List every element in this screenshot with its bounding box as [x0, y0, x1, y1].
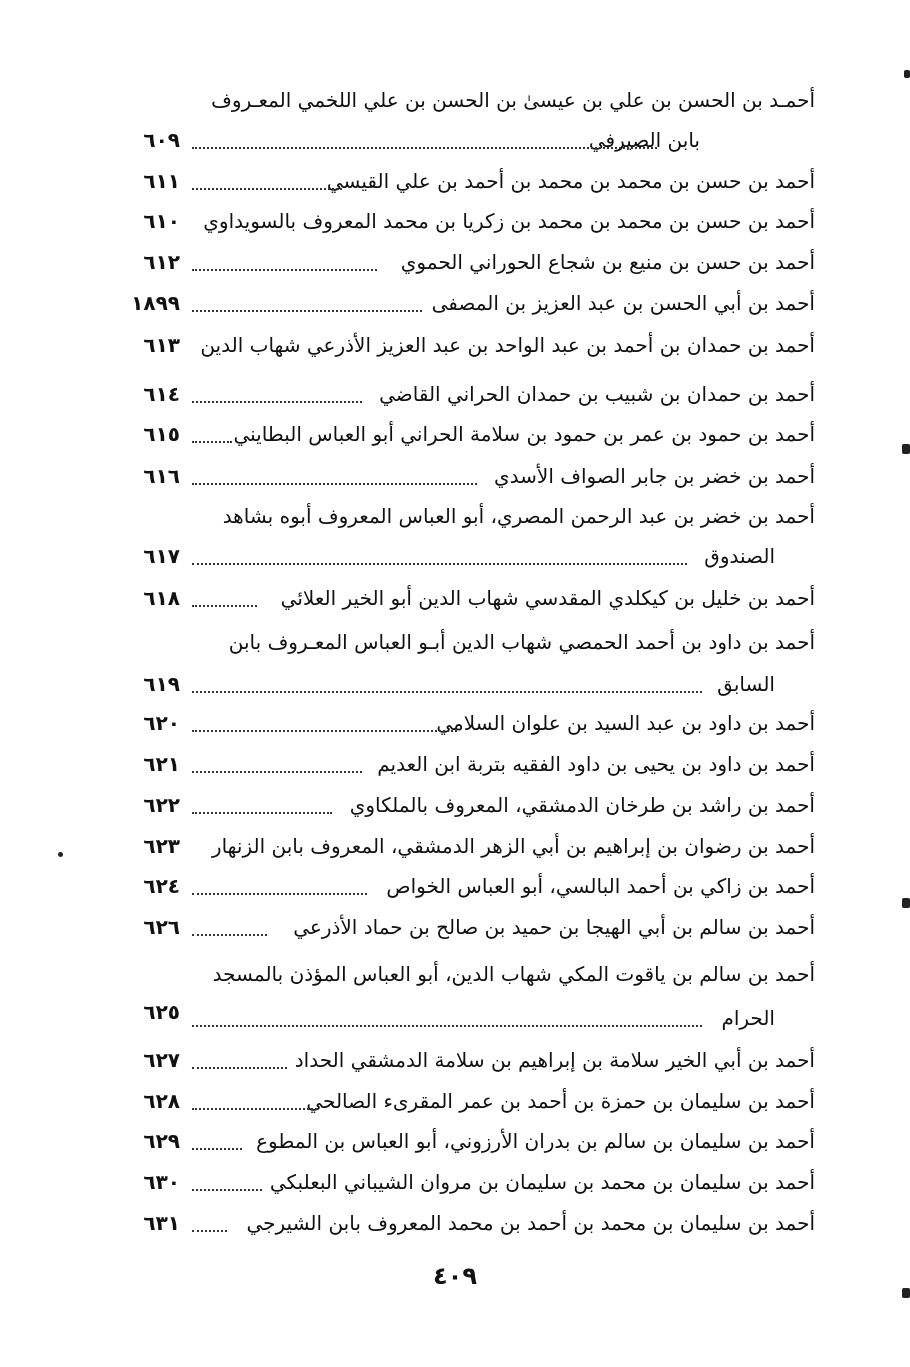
print-mark: [902, 898, 910, 908]
entry-number: ٦٢٩: [143, 1129, 180, 1153]
index-entry: [0, 80, 910, 162]
entry-number: ٦٢٦: [143, 915, 180, 939]
print-mark: [58, 852, 63, 857]
entry-name-continuation: الصندوق: [704, 544, 775, 568]
entry-name: أحمد بن راشد بن طرخان الدمشقي، المعروف بالملكاوي: [349, 793, 815, 817]
entry-name: أحمد بن سالم بن ياقوت المكي شهاب الدين، أبو العباس المؤذن بالمسجد: [212, 962, 815, 986]
dot-leader: [192, 1148, 242, 1150]
entry-number: ٦٢٥: [143, 1000, 180, 1024]
entry-number: ٦٣١: [143, 1211, 180, 1235]
entry-number: ٦٢٨: [143, 1089, 180, 1113]
index-entry: [0, 1121, 910, 1161]
dot-leader: [192, 401, 362, 403]
index-entry: [0, 283, 910, 323]
entry-name-continuation: بابن الصيرفي: [588, 128, 700, 152]
print-mark: [902, 444, 910, 454]
entry-name: أحمد بن حمود بن عمر بن حمود بن سلامة الحراني أبو العباس البطايني: [233, 422, 815, 446]
dot-leader: [192, 605, 257, 607]
dot-leader: [192, 1189, 262, 1191]
dot-leader: [192, 269, 377, 271]
entry-name: أحمد بن حمدان بن شبيب بن حمدان الحراني القاضي: [379, 382, 815, 406]
entry-number: ٦٠٩: [143, 128, 180, 152]
index-entry: [0, 414, 910, 454]
index-entry: [0, 907, 910, 947]
dot-leader: [192, 1025, 702, 1027]
entry-name: أحمد بن سليمان بن حمزة بن أحمد بن عمر المقرىء الصالحي: [306, 1089, 815, 1113]
entry-number: ٦٢٣: [143, 834, 180, 858]
dot-leader: [192, 771, 362, 773]
entry-number: ٦٢١: [143, 752, 180, 776]
entry-name: أحمد بن خضر بن جابر الصواف الأسدي: [494, 464, 815, 488]
index-entry: [0, 496, 910, 578]
index-entry: [0, 374, 910, 414]
index-entry: [0, 1162, 910, 1202]
index-entry: [0, 703, 910, 743]
dot-leader: [192, 147, 657, 149]
dot-leader: [192, 934, 267, 936]
entry-name: أحمد بن خضر بن عبد الرحمن المصري، أبو العباس المعروف أبوه بشاهد: [222, 504, 815, 528]
dot-leader: [192, 691, 702, 693]
dot-leader: [192, 1108, 317, 1110]
index-entry: [0, 744, 910, 784]
entry-name: أحمد بن داود بن عبد السيد بن علوان السلامي: [436, 711, 815, 735]
entry-name: أحمد بن سليمان بن محمد بن سليمان بن مروان الشيباني البعلبكي: [269, 1170, 815, 1194]
index-entry: [0, 161, 910, 201]
entry-number: ٦١٣: [143, 333, 180, 357]
entry-number: ٦١٤: [143, 382, 180, 406]
entry-name: أحمد بن حسن بن محمد بن محمد بن زكريا بن محمد المعروف بالسويداوي: [203, 209, 815, 233]
dot-leader: [192, 812, 332, 814]
dot-leader: [192, 730, 457, 732]
index-entry: [0, 785, 910, 825]
entry-name: أحمد بن أبي الخير سلامة بن إبراهيم بن سلامة الدمشقي الحداد: [294, 1048, 815, 1072]
entry-name: أحمد بن داود بن أحمد الحمصي شهاب الدين أبـو العباس المعـروف بابن: [228, 630, 815, 654]
index-entry: [0, 578, 910, 618]
entry-name: أحمد بن سالم بن أبي الهيجا بن حميد بن صالح بن حماد الأذرعي: [293, 915, 815, 939]
entry-name-continuation: الحرام: [721, 1006, 775, 1030]
dot-leader: [192, 893, 367, 895]
index-entry: [0, 201, 910, 241]
entry-number: ٦١١: [143, 169, 180, 193]
entry-name-continuation: السابق: [717, 672, 775, 696]
entry-number: ١٨٩٩: [131, 291, 180, 315]
dot-leader: [192, 1067, 287, 1069]
dot-leader: [192, 563, 687, 565]
entry-number: ٦٢٧: [143, 1048, 180, 1072]
entry-name: أحمد بن زاكي بن أحمد البالسي، أبو العباس الخواص: [386, 874, 815, 898]
index-entry: [0, 325, 910, 365]
index-entry: [0, 1203, 910, 1243]
index-entry: [0, 242, 910, 282]
index-entry: [0, 954, 910, 1038]
print-mark: [904, 70, 910, 78]
entry-name: أحمـد بن الحسن بن علي بن عيسىٰ بن الحسن بن علي اللخمي المعـروف: [211, 88, 815, 112]
index-entry: [0, 826, 910, 866]
index-entry: [0, 622, 910, 704]
dot-leader: [192, 310, 422, 312]
entry-number: ٦١٠: [143, 209, 180, 233]
entry-name: أحمد بن حسن بن محمد بن محمد بن أحمد بن علي القيسي: [326, 169, 815, 193]
entry-name: أحمد بن رضوان بن إبراهيم بن أبي الزهر الدمشقي، المعروف بابن الزنهار: [211, 834, 815, 858]
entry-number: ٦١٢: [143, 250, 180, 274]
entry-number: ٦٢٠: [143, 711, 180, 735]
entry-number: ٦٣٠: [143, 1170, 180, 1194]
index-entry: [0, 866, 910, 906]
entry-number: ٦٢٤: [143, 874, 180, 898]
entry-number: ٦٢٢: [143, 793, 180, 817]
entry-name: أحمد بن أبي الحسن بن عبد العزيز بن المصفى: [431, 291, 815, 315]
entry-number: ٦١٩: [143, 672, 180, 696]
entry-name: أحمد بن خليل بن كيكلدي المقدسي شهاب الدين أبو الخير العلائي: [280, 586, 815, 610]
entry-number: ٦١٥: [143, 422, 180, 446]
dot-leader: [192, 483, 477, 485]
entry-name: أحمد بن سليمان بن محمد بن أحمد بن محمد المعروف بابن الشيرجي: [246, 1211, 815, 1235]
dot-leader: [192, 188, 342, 190]
index-entry: [0, 1040, 910, 1080]
entry-name: أحمد بن حمدان بن أحمد بن عبد الواحد بن عبد العزيز الأذرعي شهاب الدين: [200, 333, 815, 357]
index-entry: [0, 1081, 910, 1121]
entry-number: ٦١٧: [143, 544, 180, 568]
print-mark: [902, 1288, 910, 1298]
entry-name: أحمد بن داود بن يحيى بن داود الفقيه بتربة ابن العديم: [377, 752, 815, 776]
entry-name: أحمد بن سليمان بن سالم بن بدران الأرزوني، أبو العباس بن المطوع: [256, 1129, 815, 1153]
dot-leader: [192, 1230, 227, 1232]
page-number: ٤٠٩: [433, 1262, 477, 1290]
entry-number: ٦١٨: [143, 586, 180, 610]
index-entry: [0, 456, 910, 496]
entry-number: ٦١٦: [143, 464, 180, 488]
entry-name: أحمد بن حسن بن منيع بن شجاع الحوراني الحموي: [400, 250, 815, 274]
dot-leader: [192, 441, 232, 443]
